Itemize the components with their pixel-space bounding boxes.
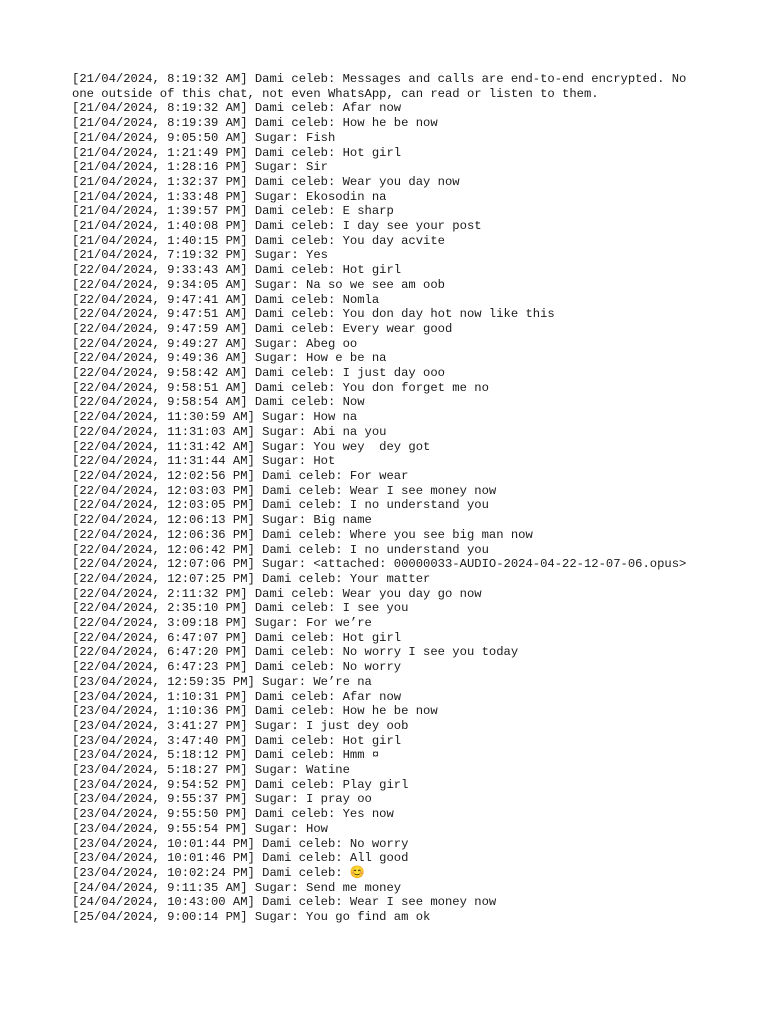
message-line: [22/04/2024, 3:09:18 PM] Sugar: For we’re bbox=[72, 616, 372, 631]
message-line: [22/04/2024, 9:58:54 AM] Dami celeb: Now bbox=[72, 395, 365, 410]
message-line: [22/04/2024, 12:07:25 PM] Dami celeb: Your matter bbox=[72, 571, 431, 586]
message-line: [21/04/2024, 8:19:32 AM] Dami celeb: Afar now bbox=[72, 101, 402, 116]
message-line: [23/04/2024, 9:54:52 PM] Dami celeb: Play girl bbox=[72, 777, 409, 792]
message-line: [23/04/2024, 9:55:37 PM] Sugar: I pray oo bbox=[72, 792, 372, 807]
message-line: [22/04/2024, 9:47:59 AM] Dami celeb: Every wear good bbox=[72, 321, 453, 336]
message-line: [22/04/2024, 12:03:05 PM] Dami celeb: I no understand you bbox=[72, 498, 489, 513]
message-line: [23/04/2024, 9:55:54 PM] Sugar: How bbox=[72, 821, 328, 836]
message-line: [21/04/2024, 8:19:32 AM] Dami celeb: Messages and calls are end-to-end encrypted. No one outside of this chat, not even WhatsApp, can read or listen to them. bbox=[72, 72, 694, 101]
message-line: [21/04/2024, 1:28:16 PM] Sugar: Sir bbox=[72, 160, 328, 175]
message-line: [22/04/2024, 11:31:03 AM] Sugar: Abi na you bbox=[72, 424, 387, 439]
message-line: [22/04/2024, 9:34:05 AM] Sugar: Na so we see am oob bbox=[72, 277, 445, 292]
message-line: [23/04/2024, 3:47:40 PM] Dami celeb: Hot girl bbox=[72, 733, 402, 748]
message-line: [21/04/2024, 8:19:39 AM] Dami celeb: How he be now bbox=[72, 116, 438, 131]
message-line: [23/04/2024, 1:10:31 PM] Dami celeb: Afar now bbox=[72, 689, 402, 704]
message-line: [22/04/2024, 9:58:42 AM] Dami celeb: I just day ooo bbox=[72, 366, 445, 381]
message-line: [24/04/2024, 9:11:35 AM] Sugar: Send me money bbox=[72, 880, 402, 895]
message-line: [21/04/2024, 1:40:08 PM] Dami celeb: I day see your post bbox=[72, 219, 482, 234]
message-line: [23/04/2024, 1:10:36 PM] Dami celeb: How he be now bbox=[72, 704, 438, 719]
message-line: [22/04/2024, 9:47:51 AM] Dami celeb: You don day hot now like this bbox=[72, 307, 555, 322]
message-line: [23/04/2024, 9:55:50 PM] Dami celeb: Yes now bbox=[72, 807, 394, 822]
message-line: [23/04/2024, 10:02:24 PM] Dami celeb: 😊 bbox=[72, 865, 366, 880]
message-line: [22/04/2024, 12:06:13 PM] Sugar: Big name bbox=[72, 513, 372, 528]
message-line: [22/04/2024, 9:49:27 AM] Sugar: Abeg oo bbox=[72, 336, 358, 351]
message-line: [22/04/2024, 9:33:43 AM] Dami celeb: Hot girl bbox=[72, 263, 402, 278]
message-line: [22/04/2024, 9:58:51 AM] Dami celeb: You don forget me no bbox=[72, 380, 489, 395]
message-line: [22/04/2024, 2:35:10 PM] Dami celeb: I see you bbox=[72, 601, 409, 616]
message-line: [22/04/2024, 12:02:56 PM] Dami celeb: For wear bbox=[72, 468, 409, 483]
message-line: [22/04/2024, 6:47:20 PM] Dami celeb: No worry I see you today bbox=[72, 645, 519, 660]
message-line: [23/04/2024, 10:01:46 PM] Dami celeb: All good bbox=[72, 851, 409, 866]
message-line: [22/04/2024, 11:30:59 AM] Sugar: How na bbox=[72, 410, 358, 425]
message-line: [22/04/2024, 6:47:23 PM] Dami celeb: No worry bbox=[72, 660, 402, 675]
message-line: [21/04/2024, 1:32:37 PM] Dami celeb: Wear you day now bbox=[72, 174, 460, 189]
attachment-line: [22/04/2024, 12:07:06 PM] Sugar: <attached: 00000033-AUDIO-2024-04-22-12-07-06.opus> bbox=[72, 557, 687, 572]
message-line: [22/04/2024, 12:06:42 PM] Dami celeb: I no understand you bbox=[72, 542, 489, 557]
chat-transcript bbox=[72, 72, 696, 925]
message-line: [22/04/2024, 9:47:41 AM] Dami celeb: Nomla bbox=[72, 292, 380, 307]
message-line: [22/04/2024, 11:31:44 AM] Sugar: Hot bbox=[72, 454, 336, 469]
message-line: [23/04/2024, 12:59:35 PM] Sugar: We’re na bbox=[72, 674, 372, 689]
message-line: [21/04/2024, 1:33:48 PM] Sugar: Ekosodin na bbox=[72, 189, 387, 204]
message-line: [21/04/2024, 1:39:57 PM] Dami celeb: E sharp bbox=[72, 204, 394, 219]
message-line: [21/04/2024, 7:19:32 PM] Sugar: Yes bbox=[72, 248, 328, 263]
message-line: [22/04/2024, 11:31:42 AM] Sugar: You wey dey got bbox=[72, 439, 431, 454]
message-line: [22/04/2024, 9:49:36 AM] Sugar: How e be na bbox=[72, 351, 387, 366]
message-line: [22/04/2024, 2:11:32 PM] Dami celeb: Wear you day go now bbox=[72, 586, 482, 601]
message-line: [21/04/2024, 1:21:49 PM] Dami celeb: Hot girl bbox=[72, 145, 402, 160]
message-line: [22/04/2024, 6:47:07 PM] Dami celeb: Hot girl bbox=[72, 630, 402, 645]
message-line: [22/04/2024, 12:06:36 PM] Dami celeb: Where you see big man now bbox=[72, 527, 533, 542]
message-line: [23/04/2024, 5:18:12 PM] Dami celeb: Hmm ¤ bbox=[72, 748, 380, 763]
message-line: [25/04/2024, 9:00:14 PM] Sugar: You go find am ok bbox=[72, 910, 431, 925]
message-line: [23/04/2024, 3:41:27 PM] Sugar: I just dey oob bbox=[72, 718, 409, 733]
message-line: [21/04/2024, 1:40:15 PM] Dami celeb: You day acvite bbox=[72, 233, 445, 248]
message-line: [22/04/2024, 12:03:03 PM] Dami celeb: Wear I see money now bbox=[72, 483, 497, 498]
message-line: [24/04/2024, 10:43:00 AM] Dami celeb: Wear I see money now bbox=[72, 895, 497, 910]
message-line: [23/04/2024, 10:01:44 PM] Dami celeb: No worry bbox=[72, 836, 409, 851]
message-line: [23/04/2024, 5:18:27 PM] Sugar: Watine bbox=[72, 763, 350, 778]
message-line: [21/04/2024, 9:05:50 AM] Sugar: Fish bbox=[72, 130, 336, 145]
